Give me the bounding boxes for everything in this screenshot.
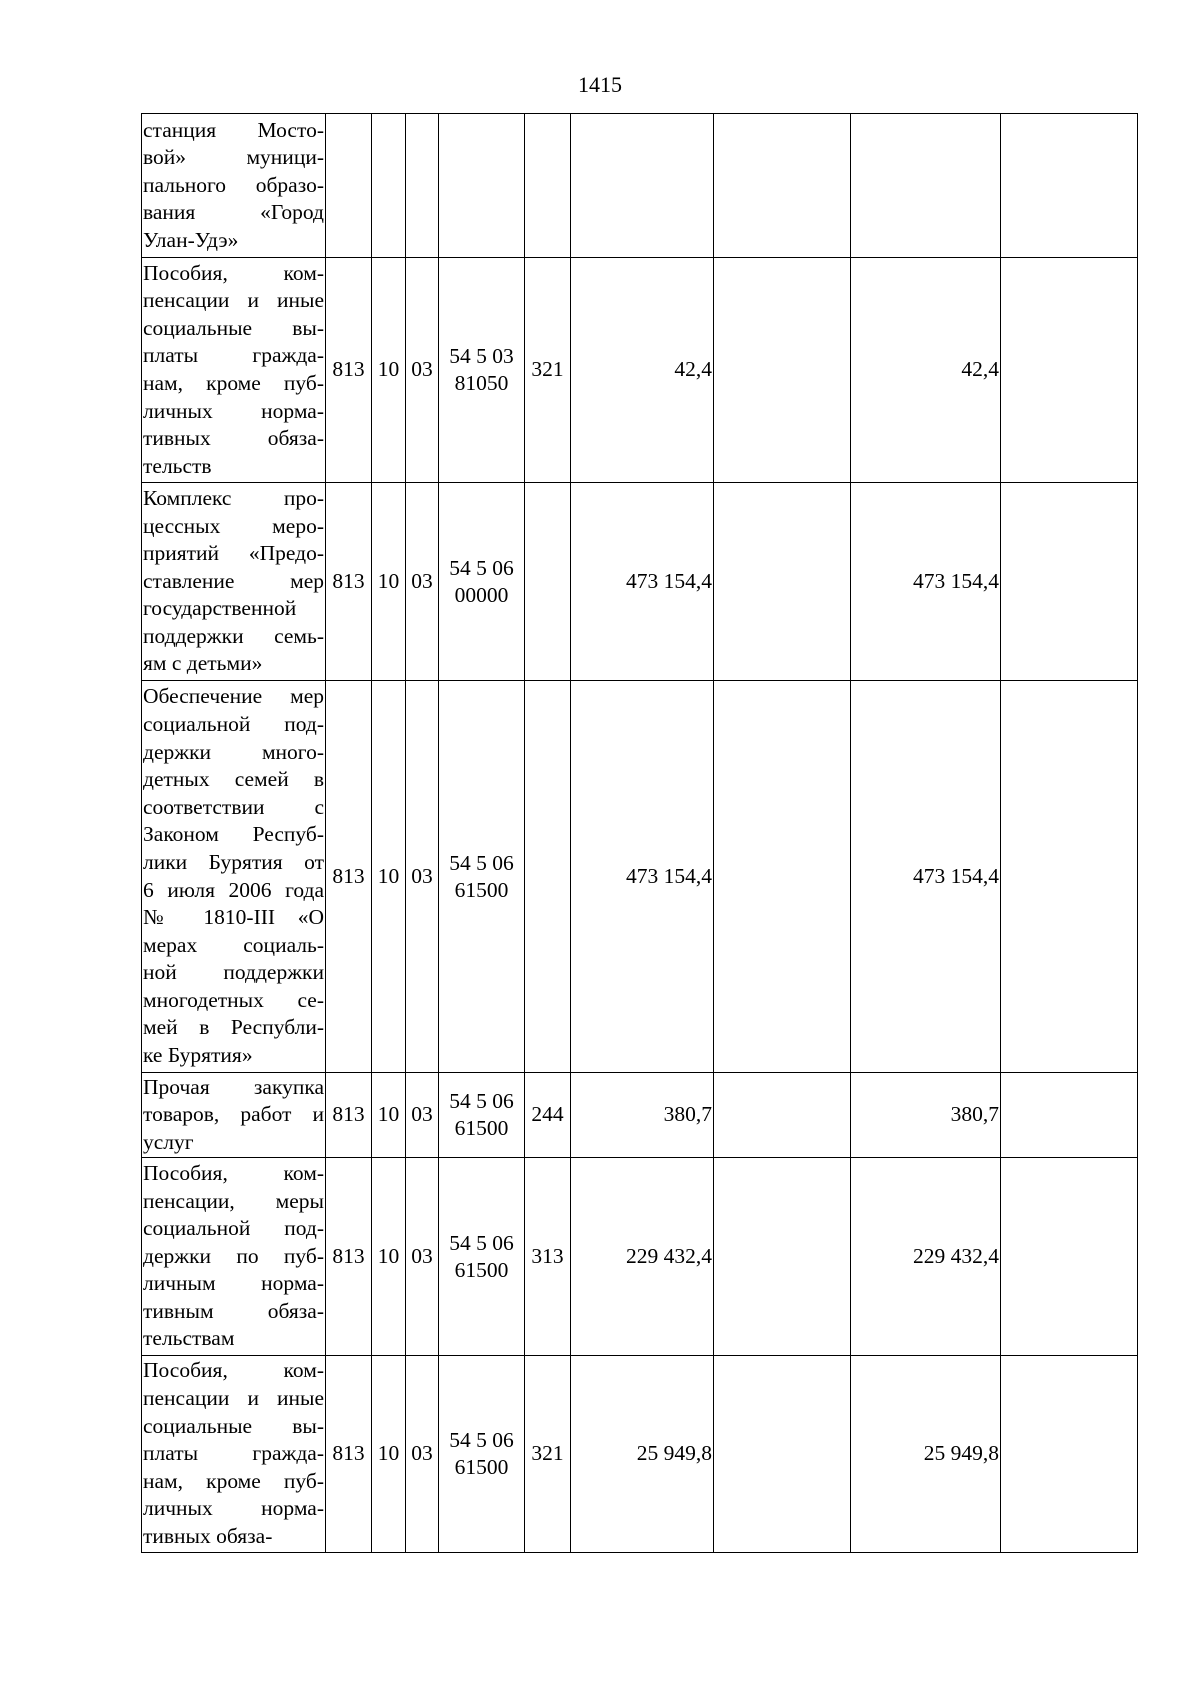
- table-body: [142, 114, 1138, 1553]
- expense-name-line: вания «Город: [143, 200, 324, 225]
- expense-name-line: Прочая закупка: [143, 1074, 324, 1099]
- table-row: [142, 258, 1138, 483]
- expense-name-line: поддержки семь-: [143, 623, 324, 648]
- expense-name-line: многодетных се-: [143, 987, 324, 1012]
- expense-name-line: приятий «Предо-: [143, 541, 324, 566]
- target-article-line: 54 5 06: [449, 1089, 514, 1113]
- expense-name-line: мерах социаль-: [143, 932, 324, 957]
- amount-cell-2: [714, 258, 851, 483]
- admin-code-cell: 813: [326, 1356, 372, 1553]
- expense-name-line: соответствии с: [143, 794, 324, 819]
- expense-name-line: личных норма-: [143, 1496, 324, 1521]
- expense-name-line: держки по пуб-: [143, 1243, 324, 1268]
- expense-type-cell: [525, 483, 571, 681]
- target-article-line: 81050: [454, 371, 509, 395]
- subsection-code-cell: 03: [406, 1158, 439, 1356]
- admin-code-cell: 813: [326, 681, 372, 1073]
- target-article-line: 54 5 03: [449, 344, 514, 368]
- amount-cell: 229 432,4: [571, 1158, 714, 1356]
- table-row: [142, 114, 1138, 258]
- budget-table: [141, 113, 1138, 1553]
- expense-name-line: тельствам: [143, 1326, 235, 1351]
- expense-name-line: ке Бурятия»: [143, 1043, 253, 1068]
- amount-cell-3: 229 432,4: [851, 1158, 1001, 1356]
- amount-cell-2: [714, 483, 851, 681]
- amount-cell-2: [714, 681, 851, 1073]
- expense-name-line: № 1810-III «О: [143, 905, 324, 930]
- expense-name-line: нам, кроме пуб-: [143, 1468, 324, 1493]
- target-article-line: 00000: [454, 582, 509, 607]
- expense-name-line: государственной: [143, 596, 297, 621]
- expense-name-line: станция Мосто-: [143, 117, 324, 142]
- subsection-code-cell: 03: [406, 1073, 439, 1158]
- amount-cell-4: [1001, 1356, 1138, 1553]
- expense-type-cell: [525, 114, 571, 258]
- expense-name-cell: [142, 1073, 326, 1158]
- expense-name-line: цессных меро-: [143, 513, 324, 538]
- expense-name-line: ной поддержки: [143, 960, 324, 985]
- amount-cell-2: [714, 1073, 851, 1158]
- table-row: [142, 681, 1138, 1073]
- target-article-cell: [439, 1073, 525, 1158]
- expense-name-line: личным норма-: [143, 1271, 324, 1296]
- section-code-cell: 10: [372, 681, 406, 1073]
- amount-cell-4: [1001, 1158, 1138, 1356]
- target-article-cell: [439, 258, 525, 483]
- amount-cell: [571, 114, 714, 258]
- expense-name-cell: [142, 483, 326, 681]
- target-article-line: 54 5 06: [449, 1230, 514, 1255]
- admin-code-cell: 813: [326, 1073, 372, 1158]
- expense-name-line: личных норма-: [143, 398, 324, 423]
- expense-name-line: Комплекс про-: [143, 485, 324, 510]
- expense-name-line: ям с детьми»: [143, 651, 263, 676]
- admin-code-cell: 813: [326, 483, 372, 681]
- section-code-cell: [372, 114, 406, 258]
- amount-cell-4: [1001, 258, 1138, 483]
- amount-cell-4: [1001, 681, 1138, 1073]
- expense-name-line: Пособия, ком-: [143, 1358, 324, 1383]
- expense-name-line: пенсации, меры: [143, 1188, 324, 1213]
- expense-type-cell: 313: [525, 1158, 571, 1356]
- expense-name-line: социальной под-: [143, 711, 324, 736]
- expense-name-line: услуг: [143, 1129, 194, 1154]
- amount-cell: 25 949,8: [571, 1356, 714, 1553]
- amount-cell-3: 473 154,4: [851, 483, 1001, 681]
- target-article-line: 61500: [454, 1116, 509, 1140]
- expense-name-line: вой» муници-: [143, 145, 324, 170]
- expense-type-cell: 321: [525, 1356, 571, 1553]
- expense-name-line: платы гражда-: [143, 343, 324, 368]
- expense-name-line: Законом Респуб-: [143, 822, 324, 847]
- admin-code-cell: [326, 114, 372, 258]
- expense-name-line: товаров, работ и: [143, 1102, 324, 1127]
- expense-name-line: детных семей в: [143, 767, 324, 792]
- expense-name-line: пального образо-: [143, 172, 324, 197]
- expense-name-line: ставление мер: [143, 568, 324, 593]
- table-row: [142, 1158, 1138, 1356]
- expense-name-line: держки много-: [143, 739, 324, 764]
- target-article-cell: [439, 1356, 525, 1553]
- target-article-line: 61500: [454, 1257, 509, 1282]
- expense-type-cell: [525, 681, 571, 1073]
- table-row: [142, 1073, 1138, 1158]
- expense-name-line: социальные вы-: [143, 315, 324, 340]
- expense-name-line: социальной под-: [143, 1216, 324, 1241]
- expense-name-line: Обеспечение мер: [143, 684, 324, 709]
- target-article-line: 61500: [454, 877, 509, 902]
- section-code-cell: 10: [372, 1073, 406, 1158]
- expense-name-line: лики Бурятия от: [143, 849, 324, 874]
- subsection-code-cell: 03: [406, 258, 439, 483]
- target-article-cell: [439, 1158, 525, 1356]
- expense-name-line: платы гражда-: [143, 1441, 324, 1466]
- target-article-line: 54 5 06: [449, 850, 514, 875]
- target-article-line: 54 5 06: [449, 1428, 514, 1452]
- target-article-line: 61500: [454, 1455, 509, 1479]
- subsection-code-cell: 03: [406, 1356, 439, 1553]
- target-article-line: 54 5 06: [449, 555, 514, 580]
- target-article-cell: [439, 483, 525, 681]
- section-code-cell: 10: [372, 258, 406, 483]
- section-code-cell: 10: [372, 483, 406, 681]
- expense-type-cell: 321: [525, 258, 571, 483]
- amount-cell-2: [714, 1158, 851, 1356]
- amount-cell-3: 380,7: [851, 1073, 1001, 1158]
- amount-cell-3: 25 949,8: [851, 1356, 1001, 1553]
- subsection-code-cell: 03: [406, 483, 439, 681]
- admin-code-cell: 813: [326, 1158, 372, 1356]
- amount-cell: 473 154,4: [571, 681, 714, 1073]
- expense-name-cell: [142, 258, 326, 483]
- amount-cell-4: [1001, 114, 1138, 258]
- expense-name-line: мей в Республи-: [143, 1015, 324, 1040]
- expense-name-line: пенсации и иные: [143, 288, 324, 313]
- expense-name-line: тивных обяза-: [143, 1523, 273, 1548]
- amount-cell-2: [714, 114, 851, 258]
- expense-name-line: тивным обяза-: [143, 1298, 324, 1323]
- expense-name-line: Пособия, ком-: [143, 260, 324, 285]
- subsection-code-cell: [406, 114, 439, 258]
- section-code-cell: 10: [372, 1158, 406, 1356]
- expense-name-line: пенсации и иные: [143, 1386, 324, 1411]
- table-row: [142, 1356, 1138, 1553]
- expense-name-line: 6 июля 2006 года: [143, 877, 324, 902]
- expense-type-cell: 244: [525, 1073, 571, 1158]
- expense-name-line: нам, кроме пуб-: [143, 371, 324, 395]
- expense-name-cell: [142, 114, 326, 258]
- expense-name-line: тельств: [143, 453, 212, 478]
- expense-name-cell: [142, 1158, 326, 1356]
- page-number: 1415: [578, 72, 622, 97]
- expense-name-line: Пособия, ком-: [143, 1160, 324, 1185]
- amount-cell-2: [714, 1356, 851, 1553]
- amount-cell: 380,7: [571, 1073, 714, 1158]
- amount-cell-3: 473 154,4: [851, 681, 1001, 1073]
- subsection-code-cell: 03: [406, 681, 439, 1073]
- target-article-cell: [439, 114, 525, 258]
- amount-cell-4: [1001, 483, 1138, 681]
- table-row: [142, 483, 1138, 681]
- amount-cell: 42,4: [571, 258, 714, 483]
- expense-name-line: Улан-Удэ»: [143, 227, 239, 252]
- amount-cell-4: [1001, 1073, 1138, 1158]
- target-article-cell: [439, 681, 525, 1073]
- expense-name-line: социальные вы-: [143, 1413, 324, 1438]
- expense-name-cell: [142, 1356, 326, 1553]
- expense-name-cell: [142, 681, 326, 1073]
- amount-cell-3: 42,4: [851, 258, 1001, 483]
- admin-code-cell: 813: [326, 258, 372, 483]
- expense-name-line: тивных обяза-: [143, 426, 324, 451]
- amount-cell-3: [851, 114, 1001, 258]
- amount-cell: 473 154,4: [571, 483, 714, 681]
- section-code-cell: 10: [372, 1356, 406, 1553]
